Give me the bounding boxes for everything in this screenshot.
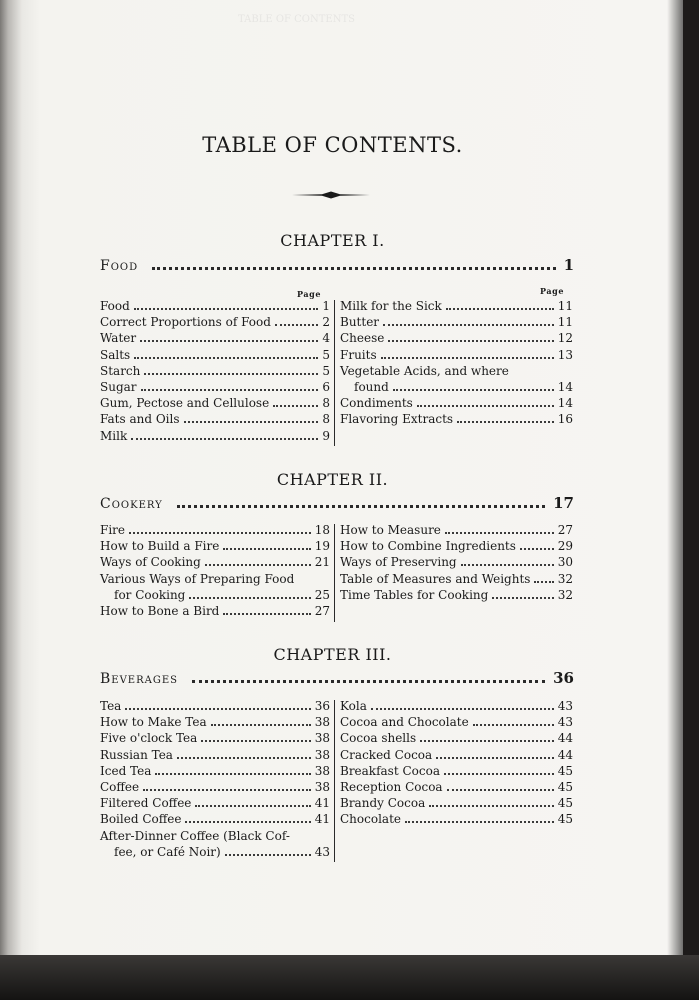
- toc-entry: [340, 714, 573, 730]
- leader-dots: [457, 412, 554, 423]
- part-name: Cookery: [100, 496, 163, 512]
- leader-dots: [140, 331, 318, 342]
- toc-entry-page: 43: [314, 844, 330, 859]
- toc-entry-page: 5: [322, 363, 330, 378]
- toc-entry: [100, 603, 330, 619]
- toc-entry-page: 44: [557, 747, 573, 762]
- toc-column-left: [100, 298, 330, 444]
- toc-entry-page: 36: [314, 699, 330, 713]
- toc-entry: [100, 428, 330, 444]
- toc-entry-label: found: [354, 380, 389, 395]
- toc-entry-page: 45: [557, 763, 573, 778]
- toc-entry-label: Cracked Cocoa: [340, 747, 433, 762]
- toc-entry: [100, 779, 330, 795]
- leader-dots: [144, 364, 318, 375]
- toc-entry: [340, 795, 573, 811]
- leader-dots: [417, 396, 554, 407]
- toc-entry-page: 8: [322, 412, 330, 427]
- toc-entry-label: Various Ways of Preparing Food: [100, 571, 295, 586]
- part-line: [100, 669, 574, 689]
- toc-entry: [100, 411, 330, 427]
- leader-dots: [189, 588, 310, 599]
- toc-entry: [340, 298, 573, 314]
- toc-entry: [340, 587, 573, 603]
- toc-entry-label: Correct Proportions of Food: [100, 315, 271, 330]
- toc-entry-page: 32: [557, 571, 573, 586]
- part-page: 36: [553, 669, 574, 687]
- toc-entry: [100, 763, 330, 779]
- part-page: 17: [553, 494, 574, 512]
- part-name: Beverages: [100, 671, 178, 687]
- toc-column-left: [100, 522, 330, 619]
- toc-entry: [340, 379, 573, 395]
- toc-entry-page: 18: [314, 523, 330, 537]
- toc-entry: [100, 747, 330, 763]
- toc-entry: [340, 779, 573, 795]
- toc-entry-label: for Cooking: [114, 587, 186, 602]
- leader-dots: [223, 539, 310, 550]
- toc-entry-page: 38: [314, 780, 330, 795]
- toc-entry-page: 45: [557, 796, 573, 811]
- toc-entry: [340, 571, 573, 587]
- toc-entry-label: Brandy Cocoa: [340, 796, 426, 811]
- toc-entry-page: 27: [557, 523, 573, 537]
- toc-entry: [100, 314, 330, 330]
- toc-entry-label: Iced Tea: [100, 763, 152, 778]
- toc-entry-label: Milk for the Sick: [340, 299, 442, 313]
- leader-dots: [444, 764, 554, 775]
- column-divider: [334, 300, 335, 446]
- leader-dots: [177, 748, 311, 759]
- toc-entry: [340, 411, 573, 427]
- leader-dots: [383, 315, 554, 326]
- toc-entry: [340, 554, 573, 570]
- toc-entry-label: How to Bone a Bird: [100, 604, 220, 619]
- toc-entry-label: Food: [100, 299, 130, 313]
- leader-dots: [420, 731, 554, 742]
- toc-entry-page: 41: [314, 796, 330, 811]
- toc-entry-label: Vegetable Acids, and where: [340, 363, 509, 378]
- toc-entry-page: 11: [557, 315, 573, 330]
- toc-entry: [340, 747, 573, 763]
- toc-entry-page: 45: [557, 780, 573, 795]
- leader-dots: [129, 523, 311, 534]
- leader-dots: [520, 539, 554, 550]
- toc-entry-page: 29: [557, 539, 573, 554]
- leader-dots: [273, 396, 318, 407]
- leader-dots: [405, 812, 554, 823]
- toc-entry-page: 32: [557, 587, 573, 602]
- leader-dots: [492, 588, 553, 599]
- leader-dots: [445, 523, 554, 534]
- toc-entry-page: 11: [557, 299, 573, 313]
- toc-entry: [100, 795, 330, 811]
- toc-column-left: [100, 698, 330, 860]
- toc-entry-label: Coffee: [100, 780, 140, 795]
- chapter-heading: CHAPTER III.: [273, 645, 392, 664]
- toc-entry-page: 1: [322, 299, 330, 313]
- toc-entry-label: Butter: [340, 315, 380, 330]
- toc-entry: [340, 395, 573, 411]
- leader-dots: [429, 796, 554, 807]
- toc-entry-page: 6: [322, 380, 330, 395]
- toc-entry: [100, 828, 330, 844]
- toc-entry: [340, 330, 573, 346]
- page-title: TABLE OF CONTENTS.: [202, 133, 463, 157]
- leader-dots: [275, 315, 318, 326]
- toc-entry-label: Table of Measures and Weights: [340, 571, 531, 586]
- part-name: Food: [100, 258, 139, 274]
- toc-entry: [100, 522, 330, 538]
- toc-entry-label: Russian Tea: [100, 747, 173, 762]
- column-divider: [334, 524, 335, 622]
- scan-background: [0, 955, 699, 1000]
- toc-entry: [100, 379, 330, 395]
- toc-entry-label: Cocoa and Chocolate: [340, 715, 469, 730]
- toc-entry: [100, 730, 330, 746]
- toc-entry-page: 14: [557, 396, 573, 411]
- toc-entry: [340, 314, 573, 330]
- leader-dots: [134, 299, 319, 310]
- leader-dots: [195, 796, 310, 807]
- leader-dots: [461, 555, 554, 566]
- leader-dots: [185, 812, 310, 823]
- toc-entry-page: 38: [314, 715, 330, 730]
- toc-entry-page: 8: [322, 396, 330, 411]
- leader-dots: [141, 380, 319, 391]
- toc-entry-label: Milk: [100, 428, 128, 443]
- toc-entry-label: Flavoring Extracts: [340, 412, 454, 427]
- toc-entry-label: Condiments: [340, 396, 413, 411]
- toc-entry-label: Filtered Coffee: [100, 796, 192, 811]
- leader-dots: [155, 764, 310, 775]
- toc-entry-page: 41: [314, 812, 330, 827]
- leader-dots: [152, 257, 555, 270]
- leader-dots: [223, 604, 310, 615]
- toc-entry-label: Sugar: [100, 380, 137, 395]
- toc-entry-page: 16: [557, 412, 573, 427]
- toc-entry-label: After-Dinner Coffee (Black Cof-: [100, 828, 290, 843]
- toc-entry: [100, 571, 330, 587]
- part-line: [100, 256, 574, 276]
- toc-entry-label: Five o'clock Tea: [100, 731, 198, 746]
- toc-column-right: [340, 298, 573, 428]
- toc-entry: [340, 347, 573, 363]
- leader-dots: [473, 715, 554, 726]
- toc-entry-label: Ways of Preserving: [340, 555, 457, 570]
- toc-entry: [340, 522, 573, 538]
- toc-entry-page: 25: [314, 587, 330, 602]
- toc-entry-label: Tea: [100, 699, 122, 713]
- leader-dots: [125, 699, 310, 710]
- toc-entry-page: 13: [557, 347, 573, 362]
- part-line: [100, 494, 574, 514]
- toc-entry-label: Breakfast Cocoa: [340, 763, 440, 778]
- toc-entry-page: 9: [322, 428, 330, 443]
- chapter-heading: CHAPTER I.: [280, 231, 385, 250]
- page-column-label: Page: [540, 286, 565, 296]
- toc-entry-label: How to Combine Ingredients: [340, 539, 516, 554]
- toc-entry-page: 38: [314, 747, 330, 762]
- toc-entry-label: Ways of Cooking: [100, 555, 201, 570]
- toc-entry-label: How to Build a Fire: [100, 539, 220, 554]
- toc-entry-page: 5: [322, 347, 330, 362]
- toc-entry: [100, 554, 330, 570]
- toc-column-right: [340, 522, 573, 603]
- toc-entry-label: Fats and Oils: [100, 412, 180, 427]
- leader-dots: [211, 715, 311, 726]
- chapter-heading: CHAPTER II.: [276, 470, 389, 489]
- bleed-through-text: TABLE OF CONTENTS: [238, 14, 355, 25]
- toc-entry-page: 4: [322, 331, 330, 346]
- leader-dots: [447, 780, 554, 791]
- leader-dots: [143, 780, 311, 791]
- toc-entry: [100, 811, 330, 827]
- toc-entry-page: 12: [557, 331, 573, 346]
- toc-entry-label: fee, or Café Noir): [114, 844, 221, 859]
- toc-entry-page: 30: [557, 555, 573, 570]
- toc-entry: [340, 763, 573, 779]
- toc-entry-label: Cocoa shells: [340, 731, 417, 746]
- toc-entry-label: Fruits: [340, 347, 377, 362]
- toc-entry-label: How to Measure: [340, 523, 441, 537]
- toc-entry: [100, 330, 330, 346]
- toc-entry-page: 44: [557, 731, 573, 746]
- page-column-label: Page: [297, 289, 322, 299]
- toc-entry-page: 19: [314, 539, 330, 554]
- leader-dots: [225, 845, 311, 856]
- toc-entry: [340, 538, 573, 554]
- toc-entry-page: 38: [314, 731, 330, 746]
- toc-entry: [340, 363, 573, 379]
- toc-entry-page: 43: [557, 699, 573, 713]
- toc-entry: [100, 714, 330, 730]
- toc-entry-page: 27: [314, 604, 330, 619]
- toc-entry: [100, 347, 330, 363]
- toc-entry: [100, 395, 330, 411]
- leader-dots: [184, 412, 319, 423]
- leader-dots: [436, 748, 554, 759]
- toc-entry-label: Water: [100, 331, 137, 346]
- toc-entry-label: Gum, Pectose and Cellulose: [100, 396, 270, 411]
- toc-entry-label: Time Tables for Cooking: [340, 587, 489, 602]
- toc-entry-label: Reception Cocoa: [340, 780, 443, 795]
- toc-entry: [100, 698, 330, 714]
- page-edge-shadow: [667, 0, 683, 955]
- toc-entry: [340, 811, 573, 827]
- part-page: 1: [563, 256, 574, 274]
- toc-entry-label: Cheese: [340, 331, 385, 346]
- leader-dots: [381, 348, 554, 359]
- toc-entry-label: Boiled Coffee: [100, 812, 182, 827]
- ornament-rule-icon: [292, 191, 370, 199]
- toc-entry: [340, 698, 573, 714]
- toc-entry-page: 2: [322, 315, 330, 330]
- toc-entry: [100, 363, 330, 379]
- toc-entry: [100, 844, 330, 860]
- leader-dots: [371, 699, 554, 710]
- leader-dots: [388, 331, 553, 342]
- leader-dots: [393, 380, 554, 391]
- leader-dots: [177, 495, 545, 508]
- toc-entry: [100, 298, 330, 314]
- toc-entry-page: 45: [557, 812, 573, 827]
- toc-entry-page: 38: [314, 763, 330, 778]
- toc-entry-label: How to Make Tea: [100, 715, 207, 730]
- toc-entry-label: Starch: [100, 363, 141, 378]
- leader-dots: [446, 299, 554, 310]
- leader-dots: [131, 429, 318, 440]
- toc-entry-page: 14: [557, 380, 573, 395]
- toc-column-right: [340, 698, 573, 828]
- toc-entry-label: Fire: [100, 523, 126, 537]
- toc-entry: [100, 587, 330, 603]
- toc-entry-label: Kola: [340, 699, 367, 713]
- leader-dots: [134, 348, 318, 359]
- leader-dots: [201, 731, 310, 742]
- leader-dots: [205, 555, 311, 566]
- toc-entry-label: Chocolate: [340, 812, 401, 827]
- leader-dots: [534, 572, 553, 583]
- toc-entry: [340, 730, 573, 746]
- toc-entry: [100, 538, 330, 554]
- toc-entry-label: Salts: [100, 347, 131, 362]
- column-divider: [334, 700, 335, 862]
- leader-dots: [192, 670, 545, 683]
- toc-entry-page: 43: [557, 715, 573, 730]
- toc-entry-page: 21: [314, 555, 330, 570]
